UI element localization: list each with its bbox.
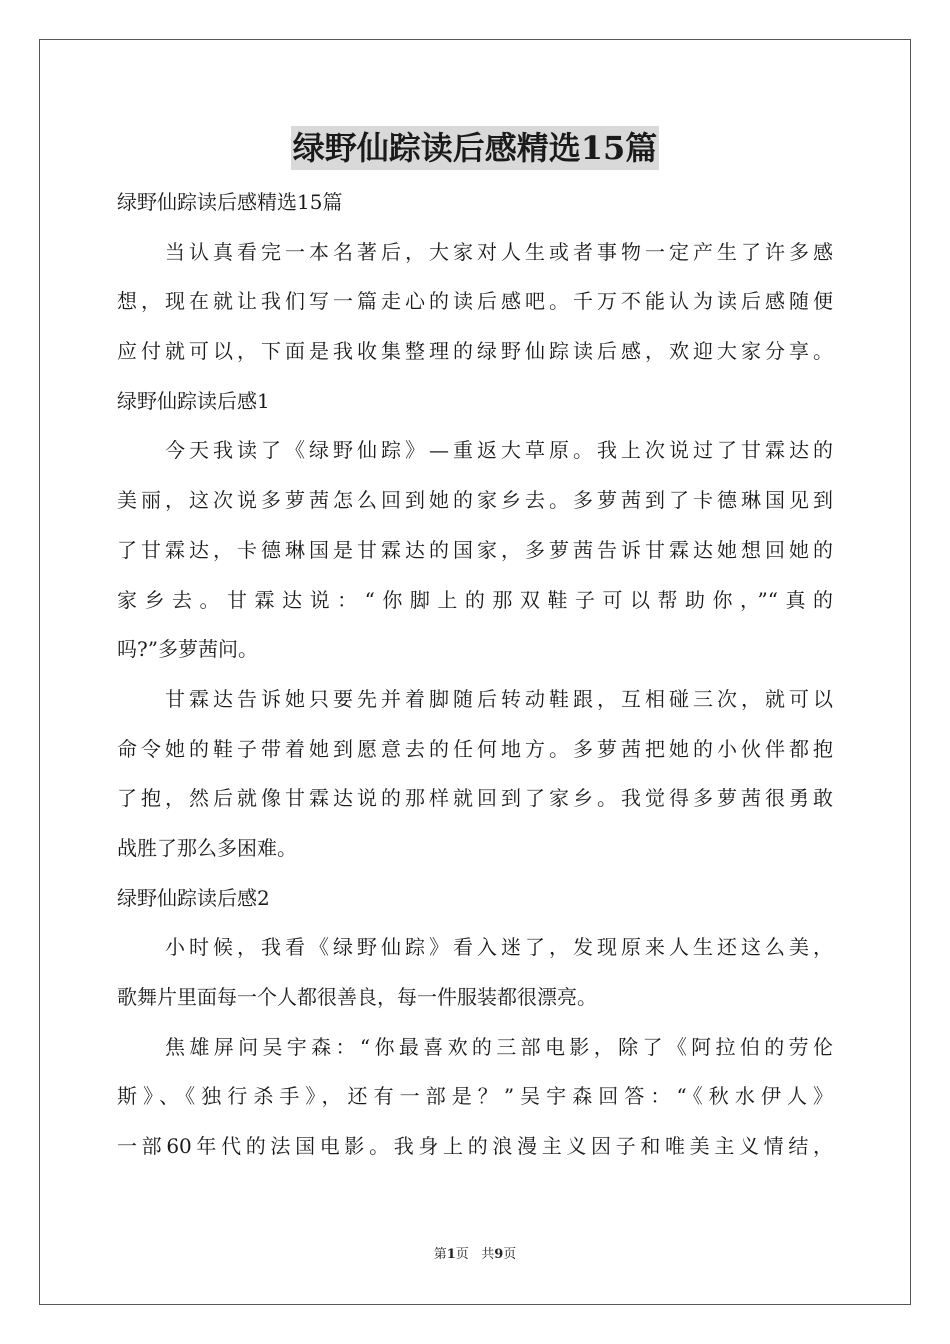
text-line: 斯》、《独行杀手》，还有一部是？”吴宇森回答：“《秋水伊人》 xyxy=(117,1084,833,1109)
footer-page-number: 1 xyxy=(446,1247,456,1262)
text-line: 歌舞片里面每一个人都很善良，每一件服装都很漂亮。 xyxy=(117,985,597,1009)
text-line: 想，现在就让我们写一篇走心的读后感吧。千万不能认为读后感随便 xyxy=(117,289,833,314)
text-line: 焦雄屏问吴宇森：“你最喜欢的三部电影，除了《阿拉伯的劳伦 xyxy=(165,1034,833,1059)
text-line: 一部60年代的法国电影。我身上的浪漫主义因子和唯美主义情结， xyxy=(117,1134,833,1159)
text-line: 绿野仙踪读后感1 xyxy=(117,388,270,413)
text-line: 战胜了那么多困难。 xyxy=(117,835,297,860)
footer-mid: 页 共 xyxy=(455,1247,495,1262)
text-line: 了甘霖达，卡德琳国是甘霖达的国家，多萝茜告诉甘霖达她想回她的 xyxy=(117,537,833,562)
text-line: 当认真看完一本名著后，大家对人生或者事物一定产生了许多感 xyxy=(165,239,833,264)
document-title: 绿野仙踪读后感精选15篇 xyxy=(291,126,660,170)
text-line: 命令她的鞋子带着她到愿意去的任何地方。多萝茜把她的小伙伴都抱 xyxy=(117,736,833,761)
footer-suffix: 页 xyxy=(503,1247,517,1262)
footer-total-pages: 9 xyxy=(494,1247,504,1262)
title-container xyxy=(0,126,950,170)
text-line: 吗?”多萝茜问。 xyxy=(117,637,258,662)
footer-prefix: 第 xyxy=(433,1247,447,1262)
text-line: 美丽，这次说多萝茜怎么回到她的家乡去。多萝茜到了卡德琳国见到 xyxy=(117,488,833,513)
text-line: 绿野仙踪读后感2 xyxy=(117,885,270,910)
text-line: 了抱，然后就像甘霖达说的那样就回到了家乡。我觉得多萝茜很勇敢 xyxy=(117,786,833,811)
text-line: 绿野仙踪读后感精选15篇 xyxy=(117,190,343,214)
document-body xyxy=(117,178,833,1172)
text-line: 家乡去。甘霖达说：“你脚上的那双鞋子可以帮助你，”“真的 xyxy=(117,587,833,612)
text-line: 今天我读了《绿野仙踪》—重返大草原。我上次说过了甘霖达的 xyxy=(165,438,833,463)
text-line: 应付就可以，下面是我收集整理的绿野仙踪读后感，欢迎大家分享。 xyxy=(117,339,833,364)
text-line: 小时候，我看《绿野仙踪》看入迷了，发现原来人生还这么美， xyxy=(165,935,833,960)
text-line: 甘霖达告诉她只要先并着脚随后转动鞋跟，互相碰三次，就可以 xyxy=(165,686,833,711)
page-footer xyxy=(0,1246,950,1264)
